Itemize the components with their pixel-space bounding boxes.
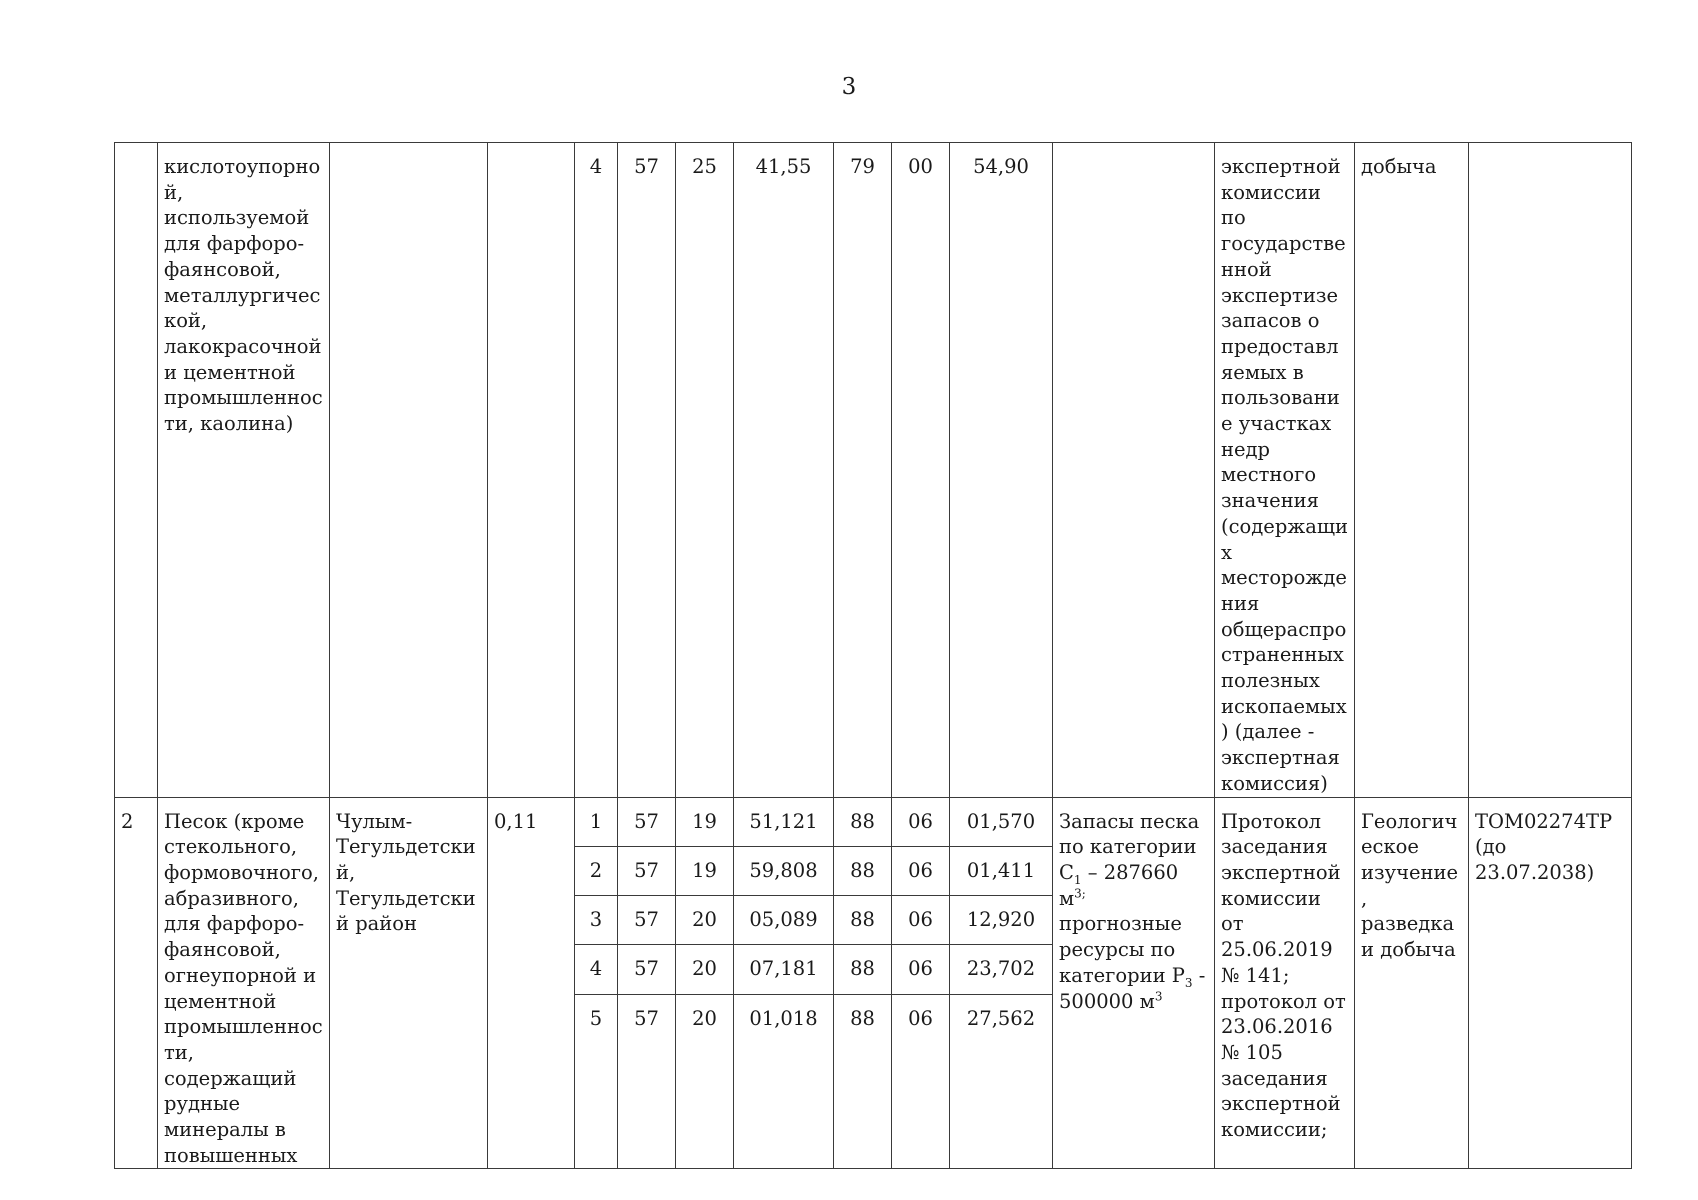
location-cell [330, 143, 488, 798]
point-number-cell: 4 [575, 945, 618, 994]
point-number-cell: 5 [575, 994, 618, 1169]
latitude-seconds-cell: 59,808 [734, 846, 834, 895]
row-number-cell: 2 [115, 797, 158, 1169]
longitude-minutes-cell: 06 [892, 797, 950, 846]
longitude-degrees-cell: 88 [834, 846, 892, 895]
longitude-degrees-cell: 79 [834, 143, 892, 798]
license-cell [1469, 143, 1632, 798]
superscript: 3; [1074, 886, 1086, 901]
reserves-text: - 500000 м [1059, 963, 1206, 1013]
longitude-seconds-cell: 54,90 [950, 143, 1053, 798]
area-cell [488, 143, 575, 798]
reserves-text: – 287660 м [1059, 860, 1179, 910]
latitude-degrees-cell: 57 [618, 994, 676, 1169]
longitude-minutes-cell: 06 [892, 945, 950, 994]
latitude-minutes-cell: 20 [676, 896, 734, 945]
longitude-minutes-cell: 06 [892, 994, 950, 1169]
longitude-minutes-cell: 06 [892, 846, 950, 895]
latitude-degrees-cell: 57 [618, 896, 676, 945]
point-number-cell: 3 [575, 896, 618, 945]
subscript: 1 [1073, 872, 1082, 887]
latitude-degrees-cell: 57 [618, 797, 676, 846]
latitude-minutes-cell: 19 [676, 846, 734, 895]
latitude-degrees-cell: 57 [618, 143, 676, 798]
purpose-cell: добыча [1355, 143, 1469, 798]
license-cell: ТОМ02274ТР (до 23.07.2038) [1469, 797, 1632, 1169]
purpose-cell: Геологическое изучение, разведка и добыча [1355, 797, 1469, 1169]
protocol-cell: Протокол заседания экспертной комиссии от 25.06.2019 № 141; протокол от 23.06.2016 № 105 заседания экспертной комиссии; [1215, 797, 1355, 1169]
longitude-seconds-cell: 23,702 [950, 945, 1053, 994]
latitude-seconds-cell: 07,181 [734, 945, 834, 994]
mineral-name-cell: Песок (кроме стекольного, формовочного, абразивного, для фарфоро-фаянсовой, огнеупорной и цементной промышленности, содержащий рудные минералы в повышенных [158, 797, 330, 1169]
latitude-seconds-cell: 01,018 [734, 994, 834, 1169]
table-row [115, 143, 1632, 798]
latitude-seconds-cell: 05,089 [734, 896, 834, 945]
longitude-degrees-cell: 88 [834, 994, 892, 1169]
subsoil-plots-table [114, 142, 1632, 1169]
table-row [115, 797, 1632, 846]
reserves-cell [1053, 143, 1215, 798]
longitude-seconds-cell: 01,411 [950, 846, 1053, 895]
page-number: 3 [841, 74, 857, 100]
longitude-seconds-cell: 12,920 [950, 896, 1053, 945]
area-cell: 0,11 [488, 797, 575, 1169]
latitude-degrees-cell: 57 [618, 846, 676, 895]
latitude-minutes-cell: 25 [676, 143, 734, 798]
reserves-text: прогнозные ресурсы по категории Р [1059, 912, 1185, 987]
latitude-degrees-cell: 57 [618, 945, 676, 994]
longitude-degrees-cell: 88 [834, 896, 892, 945]
longitude-seconds-cell: 27,562 [950, 994, 1053, 1169]
latitude-seconds-cell: 41,55 [734, 143, 834, 798]
reserves-text: Запасы песка по категории С [1059, 809, 1200, 884]
superscript: 3 [1154, 989, 1163, 1003]
location-cell: Чулым-Тегульдетский, Тегульдетский район [330, 797, 488, 1169]
longitude-seconds-cell: 01,570 [950, 797, 1053, 846]
mineral-name-cell: кислотоупорной, используемой для фарфоро-фаянсовой, металлургической, лакокрасочной и цементной промышленности, каолина) [158, 143, 330, 798]
longitude-degrees-cell: 88 [834, 797, 892, 846]
point-number-cell: 4 [575, 143, 618, 798]
protocol-cell: экспертной комиссии по государственной экспертизе запасов о предоставляемых в пользование участках недр местного значения (содержащих месторождения общераспространенных полезных ископаемых) (далее - экспертная комиссия) [1215, 143, 1355, 798]
longitude-minutes-cell: 06 [892, 896, 950, 945]
reserves-cell [1053, 797, 1215, 1169]
row-number-cell [115, 143, 158, 798]
longitude-degrees-cell: 88 [834, 945, 892, 994]
point-number-cell: 1 [575, 797, 618, 846]
point-number-cell: 2 [575, 846, 618, 895]
latitude-minutes-cell: 20 [676, 945, 734, 994]
subscript: 3 [1184, 975, 1193, 990]
latitude-minutes-cell: 20 [676, 994, 734, 1169]
latitude-minutes-cell: 19 [676, 797, 734, 846]
latitude-seconds-cell: 51,121 [734, 797, 834, 846]
longitude-minutes-cell: 00 [892, 143, 950, 798]
